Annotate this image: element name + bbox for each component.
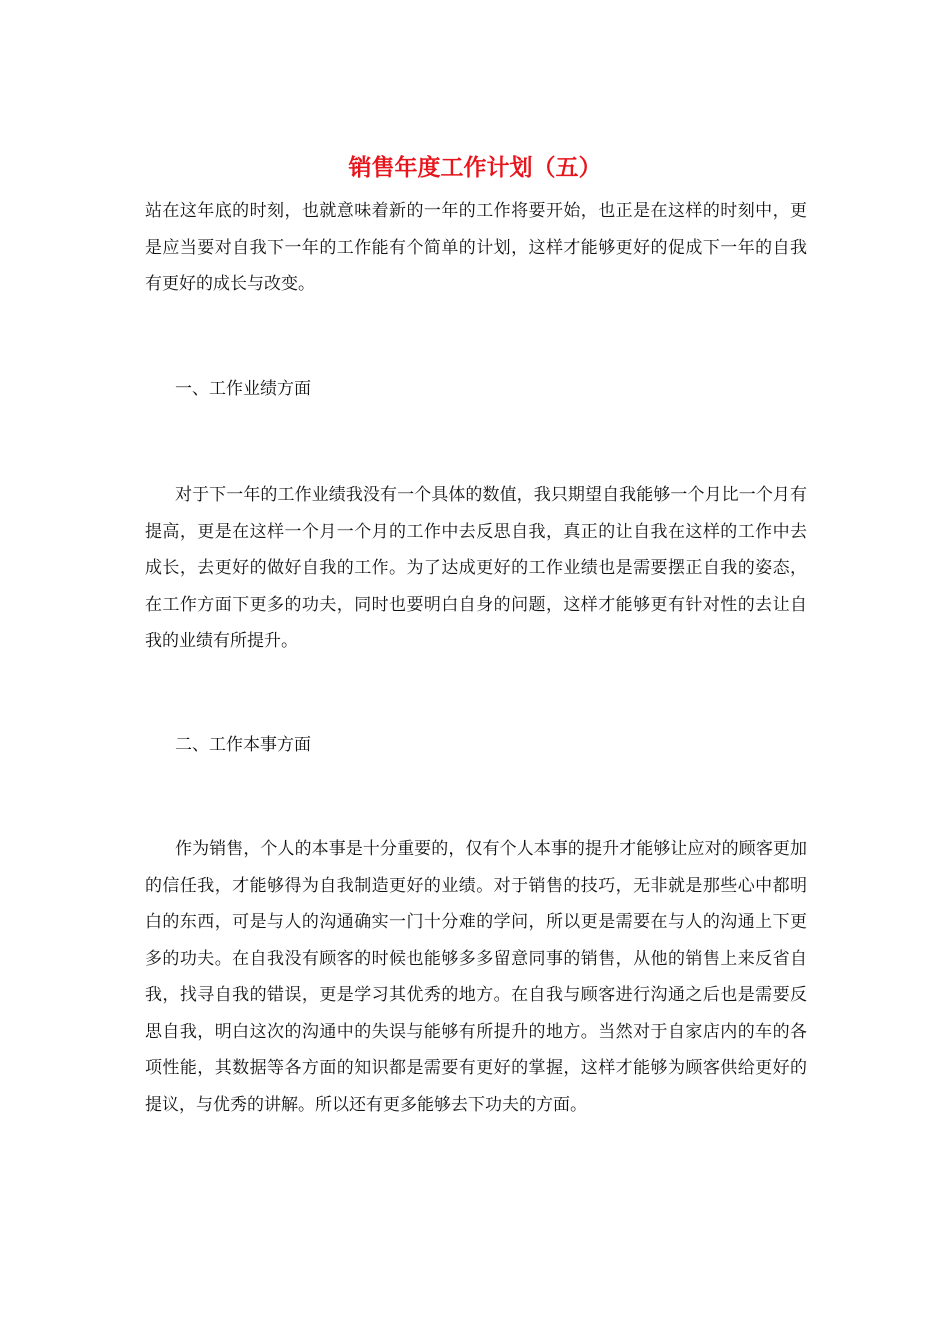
section-heading-work-performance: 一、工作业绩方面 [175,379,311,399]
section-heading-work-skills: 二、工作本事方面 [175,735,311,755]
section-body-work-performance: 对于下一年的工作业绩我没有一个具体的数值，我只期望自我能够一个月比一个月有提高，更是在这样一个月一个月的工作中去反思自我，真正的让自我在这样的工作中去成长，去更好的做好自我的工作。为了达成更好的工作业绩也是需要摆正自我的姿态，在工作方面下更多的功夫，同时也要明白自身的问题，这样才能够更有针对性的去让自我的业绩有所提升。 [145,485,807,651]
document-title: 销售年度工作计划（五） [348,154,602,181]
intro-paragraph: 站在这年底的时刻，也就意味着新的一年的工作将要开始，也正是在这样的时刻中，更是应当要对自我下一年的工作能有个简单的计划，这样才能够更好的促成下一年的自我有更好的成长与改变。 [145,201,807,294]
section-body-work-skills: 作为销售，个人的本事是十分重要的，仅有个人本事的提升才能够让应对的顾客更加的信任我，才能够得为自我制造更好的业绩。对于销售的技巧，无非就是那些心中都明白的东西，可是与人的沟通确实一门十分难的学问，所以更是需要在与人的沟通上下更多的功夫。在自我没有顾客的时候也能够多多留意同事的销售，从他的销售上来反省自我，找寻自我的错误，更是学习其优秀的地方。在自我与顾客进行沟通之后也是需要反思自我，明白这次的沟通中的失误与能够有所提升的地方。当然对于自家店内的车的各项性能，其数据等各方面的知识都是需要有更好的掌握，这样才能够为顾客供给更好的提议，与优秀的讲解。所以还有更多能够去下功夫的方面。 [145,839,807,1115]
